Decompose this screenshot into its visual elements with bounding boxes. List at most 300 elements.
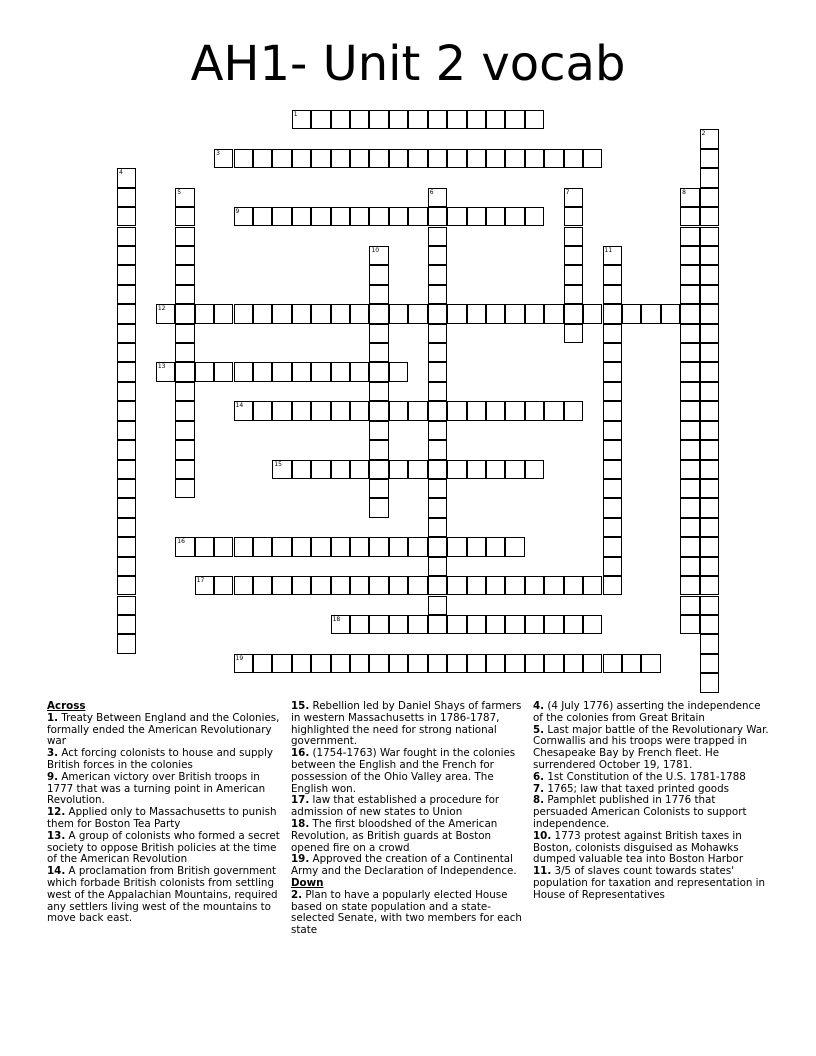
crossword-cell[interactable] xyxy=(680,285,699,304)
crossword-cell[interactable] xyxy=(603,518,622,537)
crossword-cell[interactable] xyxy=(428,654,447,673)
crossword-cell[interactable] xyxy=(680,440,699,459)
crossword-cell[interactable] xyxy=(292,362,311,381)
crossword-cell[interactable] xyxy=(117,401,136,420)
crossword-cell[interactable] xyxy=(369,498,388,517)
crossword-cell[interactable] xyxy=(292,110,311,129)
crossword-cell[interactable] xyxy=(700,265,719,284)
crossword-cell[interactable] xyxy=(583,149,602,168)
crossword-cell[interactable] xyxy=(603,654,622,673)
crossword-cell[interactable] xyxy=(700,285,719,304)
crossword-cell[interactable] xyxy=(292,654,311,673)
crossword-cell[interactable] xyxy=(505,576,524,595)
crossword-cell[interactable] xyxy=(700,576,719,595)
crossword-cell[interactable] xyxy=(350,615,369,634)
crossword-cell[interactable] xyxy=(603,537,622,556)
crossword-cell[interactable] xyxy=(583,615,602,634)
crossword-cell[interactable] xyxy=(622,304,641,323)
crossword-cell[interactable] xyxy=(311,537,330,556)
crossword-cell[interactable] xyxy=(700,596,719,615)
crossword-cell[interactable] xyxy=(234,207,253,226)
crossword-cell[interactable] xyxy=(428,343,447,362)
crossword-cell[interactable] xyxy=(117,246,136,265)
crossword-cell[interactable] xyxy=(564,304,583,323)
crossword-cell[interactable] xyxy=(175,265,194,284)
crossword-cell[interactable] xyxy=(117,596,136,615)
crossword-cell[interactable] xyxy=(175,440,194,459)
crossword-cell[interactable] xyxy=(680,382,699,401)
crossword-cell[interactable] xyxy=(117,440,136,459)
crossword-cell[interactable] xyxy=(272,304,291,323)
crossword-cell[interactable] xyxy=(447,576,466,595)
crossword-cell[interactable] xyxy=(175,246,194,265)
crossword-cell[interactable] xyxy=(195,304,214,323)
crossword-cell[interactable] xyxy=(603,362,622,381)
crossword-cell[interactable] xyxy=(369,421,388,440)
crossword-cell[interactable] xyxy=(156,304,175,323)
crossword-cell[interactable] xyxy=(486,401,505,420)
crossword-cell[interactable] xyxy=(428,285,447,304)
crossword-cell[interactable] xyxy=(428,460,447,479)
crossword-cell[interactable] xyxy=(331,149,350,168)
crossword-cell[interactable] xyxy=(680,246,699,265)
crossword-cell[interactable] xyxy=(428,382,447,401)
crossword-cell[interactable] xyxy=(117,227,136,246)
crossword-cell[interactable] xyxy=(428,401,447,420)
crossword-cell[interactable] xyxy=(369,440,388,459)
crossword-cell[interactable] xyxy=(117,518,136,537)
crossword-cell[interactable] xyxy=(369,401,388,420)
crossword-cell[interactable] xyxy=(700,129,719,148)
crossword-cell[interactable] xyxy=(175,537,194,556)
crossword-cell[interactable] xyxy=(389,362,408,381)
crossword-cell[interactable] xyxy=(661,304,680,323)
crossword-cell[interactable] xyxy=(117,188,136,207)
crossword-cell[interactable] xyxy=(253,654,272,673)
crossword-cell[interactable] xyxy=(680,304,699,323)
crossword-cell[interactable] xyxy=(700,149,719,168)
crossword-cell[interactable] xyxy=(214,149,233,168)
crossword-cell[interactable] xyxy=(311,654,330,673)
crossword-cell[interactable] xyxy=(272,576,291,595)
crossword-cell[interactable] xyxy=(331,304,350,323)
crossword-cell[interactable] xyxy=(350,460,369,479)
crossword-cell[interactable] xyxy=(505,207,524,226)
crossword-cell[interactable] xyxy=(117,324,136,343)
crossword-cell[interactable] xyxy=(680,362,699,381)
crossword-cell[interactable] xyxy=(175,188,194,207)
crossword-cell[interactable] xyxy=(117,557,136,576)
crossword-cell[interactable] xyxy=(408,460,427,479)
crossword-cell[interactable] xyxy=(564,227,583,246)
crossword-cell[interactable] xyxy=(369,382,388,401)
crossword-cell[interactable] xyxy=(234,401,253,420)
crossword-cell[interactable] xyxy=(311,362,330,381)
crossword-cell[interactable] xyxy=(369,246,388,265)
crossword-cell[interactable] xyxy=(408,401,427,420)
crossword-cell[interactable] xyxy=(389,401,408,420)
crossword-cell[interactable] xyxy=(467,304,486,323)
crossword-cell[interactable] xyxy=(467,654,486,673)
crossword-cell[interactable] xyxy=(700,615,719,634)
crossword-cell[interactable] xyxy=(525,110,544,129)
crossword-cell[interactable] xyxy=(700,518,719,537)
crossword-cell[interactable] xyxy=(234,537,253,556)
crossword-cell[interactable] xyxy=(680,188,699,207)
crossword-cell[interactable] xyxy=(350,362,369,381)
crossword-cell[interactable] xyxy=(272,362,291,381)
crossword-cell[interactable] xyxy=(603,576,622,595)
crossword-cell[interactable] xyxy=(428,304,447,323)
crossword-cell[interactable] xyxy=(700,188,719,207)
crossword-cell[interactable] xyxy=(292,537,311,556)
crossword-cell[interactable] xyxy=(603,343,622,362)
crossword-cell[interactable] xyxy=(700,382,719,401)
crossword-cell[interactable] xyxy=(234,576,253,595)
crossword-cell[interactable] xyxy=(117,285,136,304)
crossword-cell[interactable] xyxy=(311,207,330,226)
crossword-cell[interactable] xyxy=(700,440,719,459)
crossword-cell[interactable] xyxy=(331,537,350,556)
crossword-cell[interactable] xyxy=(117,382,136,401)
crossword-cell[interactable] xyxy=(428,498,447,517)
crossword-cell[interactable] xyxy=(408,207,427,226)
crossword-cell[interactable] xyxy=(369,207,388,226)
crossword-cell[interactable] xyxy=(680,498,699,517)
crossword-cell[interactable] xyxy=(195,537,214,556)
crossword-cell[interactable] xyxy=(700,673,719,692)
crossword-cell[interactable] xyxy=(564,324,583,343)
crossword-cell[interactable] xyxy=(447,149,466,168)
crossword-cell[interactable] xyxy=(486,304,505,323)
crossword-cell[interactable] xyxy=(603,421,622,440)
crossword-cell[interactable] xyxy=(175,343,194,362)
crossword-cell[interactable] xyxy=(175,421,194,440)
crossword-cell[interactable] xyxy=(369,285,388,304)
crossword-cell[interactable] xyxy=(700,227,719,246)
crossword-cell[interactable] xyxy=(156,362,175,381)
crossword-cell[interactable] xyxy=(350,207,369,226)
crossword-cell[interactable] xyxy=(486,615,505,634)
crossword-cell[interactable] xyxy=(428,421,447,440)
crossword-cell[interactable] xyxy=(603,285,622,304)
crossword-cell[interactable] xyxy=(253,362,272,381)
crossword-cell[interactable] xyxy=(369,615,388,634)
crossword-cell[interactable] xyxy=(389,654,408,673)
crossword-cell[interactable] xyxy=(253,207,272,226)
crossword-cell[interactable] xyxy=(680,421,699,440)
crossword-cell[interactable] xyxy=(505,615,524,634)
crossword-cell[interactable] xyxy=(117,615,136,634)
crossword-cell[interactable] xyxy=(583,304,602,323)
crossword-cell[interactable] xyxy=(467,615,486,634)
crossword-cell[interactable] xyxy=(505,401,524,420)
crossword-cell[interactable] xyxy=(428,440,447,459)
crossword-cell[interactable] xyxy=(603,304,622,323)
crossword-cell[interactable] xyxy=(408,615,427,634)
crossword-cell[interactable] xyxy=(603,265,622,284)
crossword-cell[interactable] xyxy=(428,227,447,246)
crossword-cell[interactable] xyxy=(292,460,311,479)
crossword-cell[interactable] xyxy=(622,654,641,673)
crossword-cell[interactable] xyxy=(486,576,505,595)
crossword-cell[interactable] xyxy=(117,265,136,284)
crossword-cell[interactable] xyxy=(369,304,388,323)
crossword-cell[interactable] xyxy=(486,460,505,479)
crossword-cell[interactable] xyxy=(467,537,486,556)
crossword-cell[interactable] xyxy=(389,576,408,595)
crossword-cell[interactable] xyxy=(408,537,427,556)
crossword-cell[interactable] xyxy=(564,149,583,168)
crossword-cell[interactable] xyxy=(680,596,699,615)
crossword-cell[interactable] xyxy=(700,362,719,381)
crossword-cell[interactable] xyxy=(117,362,136,381)
crossword-cell[interactable] xyxy=(369,362,388,381)
crossword-cell[interactable] xyxy=(369,460,388,479)
crossword-cell[interactable] xyxy=(486,207,505,226)
crossword-cell[interactable] xyxy=(292,149,311,168)
crossword-cell[interactable] xyxy=(389,615,408,634)
crossword-cell[interactable] xyxy=(447,654,466,673)
crossword-cell[interactable] xyxy=(641,304,660,323)
crossword-cell[interactable] xyxy=(292,576,311,595)
crossword-cell[interactable] xyxy=(175,227,194,246)
crossword-cell[interactable] xyxy=(428,362,447,381)
crossword-cell[interactable] xyxy=(175,324,194,343)
crossword-cell[interactable] xyxy=(525,615,544,634)
crossword-cell[interactable] xyxy=(214,304,233,323)
crossword-cell[interactable] xyxy=(272,537,291,556)
crossword-cell[interactable] xyxy=(525,401,544,420)
crossword-cell[interactable] xyxy=(408,576,427,595)
crossword-cell[interactable] xyxy=(680,343,699,362)
crossword-cell[interactable] xyxy=(350,304,369,323)
crossword-cell[interactable] xyxy=(544,149,563,168)
crossword-cell[interactable] xyxy=(603,246,622,265)
crossword-cell[interactable] xyxy=(700,479,719,498)
crossword-cell[interactable] xyxy=(117,479,136,498)
crossword-cell[interactable] xyxy=(505,654,524,673)
crossword-cell[interactable] xyxy=(428,518,447,537)
crossword-cell[interactable] xyxy=(544,615,563,634)
crossword-cell[interactable] xyxy=(234,149,253,168)
crossword-cell[interactable] xyxy=(525,207,544,226)
crossword-cell[interactable] xyxy=(700,401,719,420)
crossword-cell[interactable] xyxy=(272,654,291,673)
crossword-cell[interactable] xyxy=(700,168,719,187)
crossword-cell[interactable] xyxy=(331,207,350,226)
crossword-cell[interactable] xyxy=(505,149,524,168)
crossword-cell[interactable] xyxy=(700,557,719,576)
crossword-cell[interactable] xyxy=(117,576,136,595)
crossword-cell[interactable] xyxy=(544,401,563,420)
crossword-cell[interactable] xyxy=(680,265,699,284)
crossword-cell[interactable] xyxy=(467,149,486,168)
crossword-cell[interactable] xyxy=(447,304,466,323)
crossword-cell[interactable] xyxy=(525,149,544,168)
crossword-cell[interactable] xyxy=(408,654,427,673)
crossword-cell[interactable] xyxy=(175,401,194,420)
crossword-cell[interactable] xyxy=(564,265,583,284)
crossword-cell[interactable] xyxy=(467,110,486,129)
crossword-cell[interactable] xyxy=(369,149,388,168)
crossword-cell[interactable] xyxy=(175,479,194,498)
crossword-cell[interactable] xyxy=(525,654,544,673)
crossword-cell[interactable] xyxy=(117,498,136,517)
crossword-cell[interactable] xyxy=(117,460,136,479)
crossword-cell[interactable] xyxy=(272,401,291,420)
crossword-cell[interactable] xyxy=(350,576,369,595)
crossword-cell[interactable] xyxy=(680,401,699,420)
crossword-cell[interactable] xyxy=(253,149,272,168)
crossword-cell[interactable] xyxy=(292,207,311,226)
crossword-cell[interactable] xyxy=(331,654,350,673)
crossword-cell[interactable] xyxy=(389,460,408,479)
crossword-cell[interactable] xyxy=(369,324,388,343)
crossword-cell[interactable] xyxy=(389,537,408,556)
crossword-cell[interactable] xyxy=(603,479,622,498)
crossword-cell[interactable] xyxy=(680,518,699,537)
crossword-cell[interactable] xyxy=(603,401,622,420)
crossword-cell[interactable] xyxy=(253,576,272,595)
crossword-cell[interactable] xyxy=(700,634,719,653)
crossword-cell[interactable] xyxy=(486,110,505,129)
crossword-cell[interactable] xyxy=(311,460,330,479)
crossword-cell[interactable] xyxy=(700,498,719,517)
crossword-cell[interactable] xyxy=(350,110,369,129)
crossword-cell[interactable] xyxy=(467,460,486,479)
crossword-cell[interactable] xyxy=(195,576,214,595)
crossword-cell[interactable] xyxy=(564,246,583,265)
crossword-cell[interactable] xyxy=(428,615,447,634)
crossword-cell[interactable] xyxy=(331,576,350,595)
crossword-cell[interactable] xyxy=(272,207,291,226)
crossword-cell[interactable] xyxy=(564,654,583,673)
crossword-cell[interactable] xyxy=(428,110,447,129)
crossword-cell[interactable] xyxy=(117,168,136,187)
crossword-cell[interactable] xyxy=(408,149,427,168)
crossword-cell[interactable] xyxy=(428,479,447,498)
crossword-cell[interactable] xyxy=(117,634,136,653)
crossword-cell[interactable] xyxy=(350,401,369,420)
crossword-cell[interactable] xyxy=(583,576,602,595)
crossword-cell[interactable] xyxy=(331,460,350,479)
crossword-cell[interactable] xyxy=(564,207,583,226)
crossword-cell[interactable] xyxy=(447,110,466,129)
crossword-cell[interactable] xyxy=(505,537,524,556)
crossword-cell[interactable] xyxy=(564,576,583,595)
crossword-cell[interactable] xyxy=(428,537,447,556)
crossword-cell[interactable] xyxy=(117,304,136,323)
crossword-cell[interactable] xyxy=(603,460,622,479)
crossword-cell[interactable] xyxy=(603,382,622,401)
crossword-cell[interactable] xyxy=(700,460,719,479)
crossword-cell[interactable] xyxy=(369,110,388,129)
crossword-cell[interactable] xyxy=(428,557,447,576)
crossword-cell[interactable] xyxy=(175,207,194,226)
crossword-cell[interactable] xyxy=(117,343,136,362)
crossword-cell[interactable] xyxy=(603,440,622,459)
crossword-cell[interactable] xyxy=(700,654,719,673)
crossword-cell[interactable] xyxy=(234,654,253,673)
crossword-cell[interactable] xyxy=(311,401,330,420)
crossword-cell[interactable] xyxy=(350,537,369,556)
crossword-cell[interactable] xyxy=(195,362,214,381)
crossword-cell[interactable] xyxy=(680,576,699,595)
crossword-cell[interactable] xyxy=(331,362,350,381)
crossword-cell[interactable] xyxy=(467,401,486,420)
crossword-cell[interactable] xyxy=(117,421,136,440)
crossword-cell[interactable] xyxy=(544,304,563,323)
crossword-cell[interactable] xyxy=(603,557,622,576)
crossword-cell[interactable] xyxy=(331,615,350,634)
crossword-cell[interactable] xyxy=(428,265,447,284)
crossword-cell[interactable] xyxy=(428,324,447,343)
crossword-cell[interactable] xyxy=(311,149,330,168)
crossword-cell[interactable] xyxy=(525,576,544,595)
crossword-cell[interactable] xyxy=(700,421,719,440)
crossword-cell[interactable] xyxy=(428,207,447,226)
crossword-cell[interactable] xyxy=(583,654,602,673)
crossword-cell[interactable] xyxy=(700,343,719,362)
crossword-cell[interactable] xyxy=(117,537,136,556)
crossword-cell[interactable] xyxy=(680,460,699,479)
crossword-cell[interactable] xyxy=(486,149,505,168)
crossword-cell[interactable] xyxy=(680,615,699,634)
crossword-cell[interactable] xyxy=(234,362,253,381)
crossword-cell[interactable] xyxy=(486,654,505,673)
crossword-cell[interactable] xyxy=(311,576,330,595)
crossword-cell[interactable] xyxy=(331,110,350,129)
crossword-cell[interactable] xyxy=(389,304,408,323)
crossword-cell[interactable] xyxy=(311,304,330,323)
crossword-cell[interactable] xyxy=(525,304,544,323)
crossword-cell[interactable] xyxy=(447,537,466,556)
crossword-cell[interactable] xyxy=(700,537,719,556)
crossword-cell[interactable] xyxy=(389,149,408,168)
crossword-cell[interactable] xyxy=(505,460,524,479)
crossword-cell[interactable] xyxy=(447,207,466,226)
crossword-cell[interactable] xyxy=(428,246,447,265)
crossword-cell[interactable] xyxy=(603,498,622,517)
crossword-cell[interactable] xyxy=(564,188,583,207)
crossword-cell[interactable] xyxy=(175,460,194,479)
crossword-cell[interactable] xyxy=(214,576,233,595)
crossword-cell[interactable] xyxy=(680,324,699,343)
crossword-cell[interactable] xyxy=(603,324,622,343)
crossword-cell[interactable] xyxy=(369,265,388,284)
crossword-cell[interactable] xyxy=(700,246,719,265)
crossword-cell[interactable] xyxy=(350,654,369,673)
crossword-cell[interactable] xyxy=(428,188,447,207)
crossword-cell[interactable] xyxy=(234,304,253,323)
crossword-cell[interactable] xyxy=(369,343,388,362)
crossword-cell[interactable] xyxy=(389,207,408,226)
crossword-cell[interactable] xyxy=(117,207,136,226)
crossword-cell[interactable] xyxy=(525,460,544,479)
crossword-cell[interactable] xyxy=(389,110,408,129)
crossword-cell[interactable] xyxy=(544,576,563,595)
crossword-cell[interactable] xyxy=(369,537,388,556)
crossword-cell[interactable] xyxy=(428,596,447,615)
crossword-cell[interactable] xyxy=(331,401,350,420)
crossword-cell[interactable] xyxy=(408,304,427,323)
crossword-cell[interactable] xyxy=(253,304,272,323)
crossword-cell[interactable] xyxy=(408,110,427,129)
crossword-cell[interactable] xyxy=(467,576,486,595)
crossword-cell[interactable] xyxy=(175,285,194,304)
crossword-cell[interactable] xyxy=(214,537,233,556)
